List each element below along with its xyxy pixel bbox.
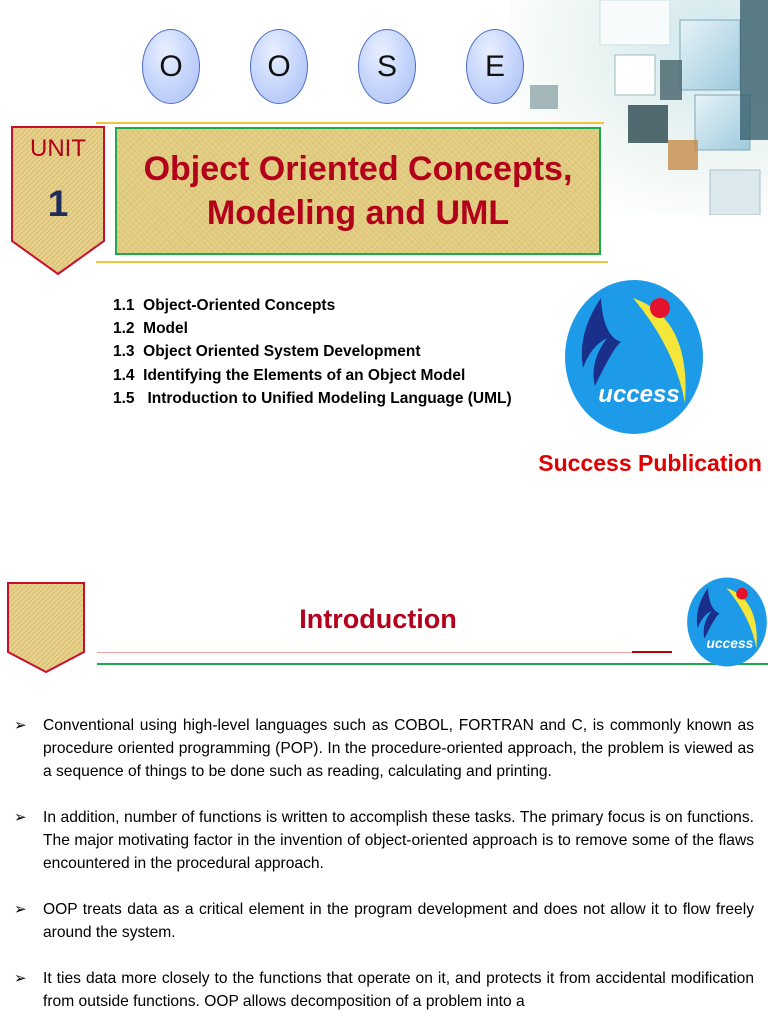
bullet-text: OOP treats data as a critical element in the program development and does not allow it to flow freely around the system.	[43, 901, 754, 941]
success-logo	[563, 278, 705, 436]
title-bottom-rule	[96, 261, 608, 263]
unit-title: Object Oriented Concepts, Modeling and UML	[115, 127, 601, 255]
bullet-text: It ties data more closely to the functions that operate on it, and protects it from accidental modification from outside functions. OOP allows decomposition of a problem into a	[43, 970, 754, 1010]
toc-item: 1.2 Model	[113, 320, 188, 338]
section-title: Introduction	[299, 604, 457, 634]
intro-tag-shape	[6, 581, 86, 674]
title-rule-red	[97, 652, 672, 653]
bullet-item	[14, 714, 754, 783]
arrow-bullet-icon: ➢	[14, 901, 27, 918]
header-letter-circle-4: E	[466, 29, 524, 104]
table-of-contents	[113, 294, 512, 410]
header-letter-circle-3: S	[358, 29, 416, 104]
success-logo-text: uccess	[598, 381, 680, 408]
toc-item: 1.5 Introduction to Unified Modeling Language (UML)	[113, 389, 512, 407]
unit-label: UNIT	[30, 135, 86, 162]
toc-item: 1.3 Object Oriented System Development	[113, 343, 421, 361]
header-letter-circle-1: O	[142, 29, 200, 104]
bullet-text: Conventional using high-level languages such as COBOL, FORTRAN and C, is commonly known as procedure oriented programming (POP). In the procedure-oriented approach, the problem is viewed as a sequence of things to be done such as reading, calculating and printing.	[43, 717, 754, 780]
toc-item: 1.1 Object-Oriented Concepts	[113, 297, 336, 314]
bullet-item	[14, 967, 754, 1013]
slide-introduction	[0, 512, 768, 1024]
arrow-bullet-icon: ➢	[14, 717, 27, 734]
bullet-list	[14, 714, 754, 1024]
header-letter-circle-2: O	[250, 29, 308, 104]
bullet-item	[14, 898, 754, 944]
success-logo-small-text: uccess	[706, 634, 754, 651]
title-top-rule	[96, 122, 604, 124]
bullet-text: In addition, number of functions is written to accomplish these tasks. The primary focus is on functions. The major motivating factor in the invention of object-oriented approach is to remove some of the flaws encountered in the procedural approach.	[43, 809, 754, 872]
arrow-bullet-icon: ➢	[14, 970, 27, 987]
toc-item: 1.4 Identifying the Elements of an Object Model	[113, 366, 466, 384]
publisher-name: Success Publication	[538, 450, 762, 476]
bullet-item	[14, 806, 754, 875]
unit-number: 1	[47, 183, 69, 224]
arrow-bullet-icon: ➢	[14, 809, 27, 826]
title-rule-green	[97, 663, 768, 665]
success-logo-small	[686, 576, 768, 668]
title-rule-red-accent	[632, 651, 672, 653]
